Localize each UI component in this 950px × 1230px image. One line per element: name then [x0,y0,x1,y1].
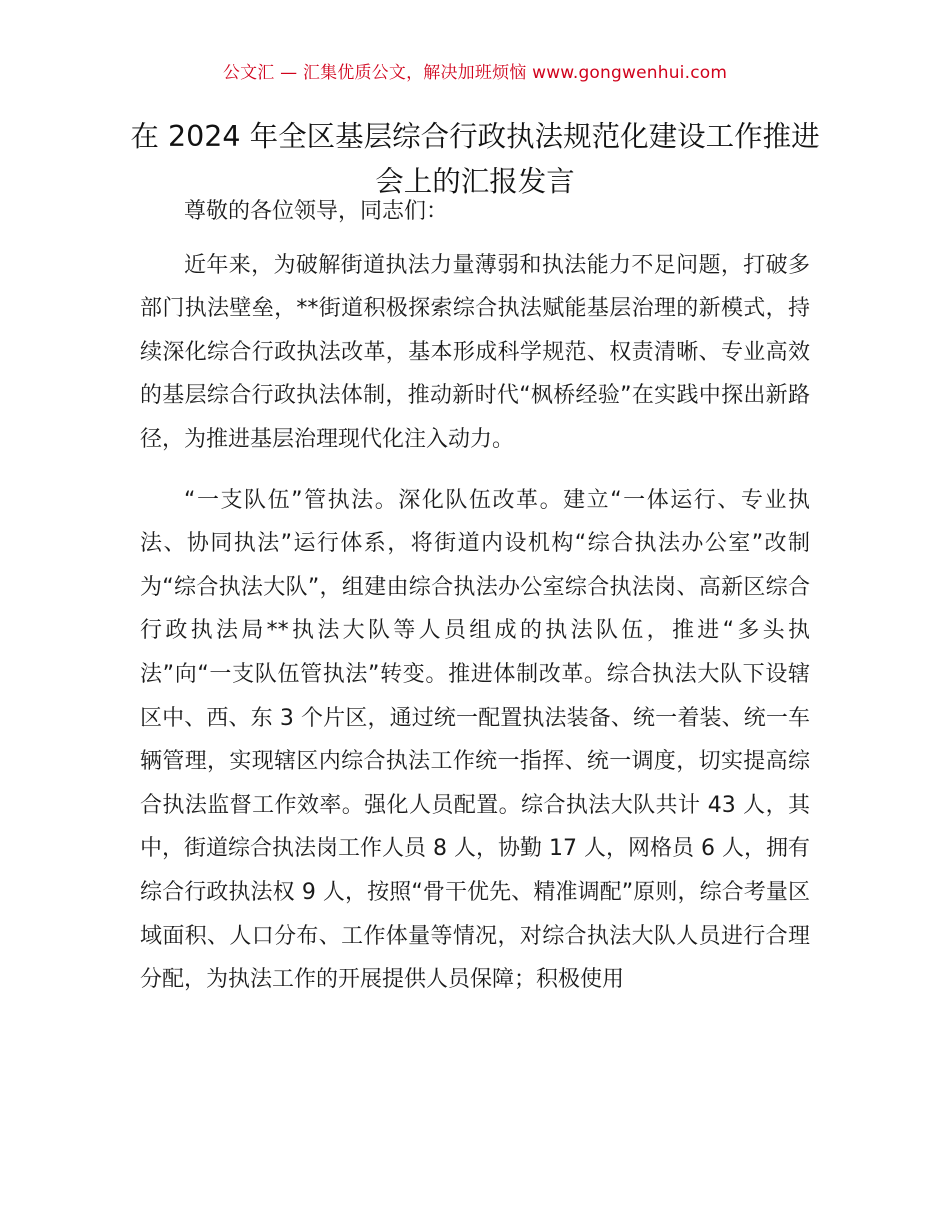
document-body [140,190,810,1002]
intro-paragraph: 近年来，为破解街道执法力量薄弱和执法能力不足问题，打破多部门执法壁垒，**街道积极探索综合执法赋能基层治理的新模式，持续深化综合行政执法改革，基本形成科学规范、权责清晰、专业高效的基层综合行政执法体制，推动新时代“枫桥经验”在实践中探出新路径，为推进基层治理现代化注入动力。 [140,252,810,452]
document-title: 在 2024 年全区基层综合行政执法规范化建设工作推进会上的汇报发言 [130,120,820,198]
site-banner: 公文汇 — 汇集优质公文，解决加班烦恼 www.gongwenhui.com [222,63,728,83]
greeting-paragraph: 尊敬的各位领导，同志们： [184,199,449,224]
section-one-paragraph: “一支队伍”管执法。深化队伍改革。建立“一体运行、专业执法、协同执法”运行体系，将街道内设机构“综合执法办公室”改制为“综合执法大队”，组建由综合执法办公室综合执法岗、高新区综合行政执法局**执法大队等人员组成的执法队伍，推进“多头执法”向“一支队伍管执法”转变。推进体制改革。综合执法大队下设辖区中、西、东 3 个片区，通过统一配置执法装备、统一着装、统一车辆管理，实现辖区内综合执法工作统一指挥、统一调度，切实提高综合执法监督工作效率。强化人员配置。综合执法大队共计 43 人，其中，街道综合执法岗工作人员 8 人，协勤 17 人，网格员 6 人，拥有综合行政执法权 9 人，按照“骨干优先、精准调配”原则，综合考量区域面积、人口分布、工作体量等情况，对综合执法大队人员进行合理分配，为执法工作的开展提供人员保障；积极使用 [140,487,810,993]
